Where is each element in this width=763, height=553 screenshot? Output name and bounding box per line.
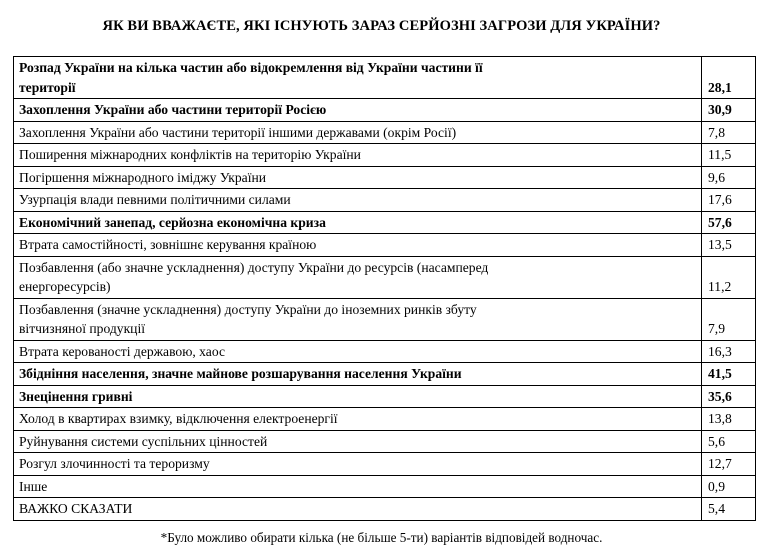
threat-percent-cell: 35,6 [702,385,756,408]
table-row [14,430,756,453]
threat-label-line: Узурпація влади певними політичними силами [19,192,291,207]
threat-percent-cell: 11,2 [702,256,756,298]
threat-label-cell [14,144,702,167]
threat-label-line: вітчизняної продукції [19,321,146,336]
threat-label-cell [14,498,702,521]
table-row [14,498,756,521]
threat-label-line: енергоресурсів) [19,279,111,294]
threat-label-line: Позбавлення (значне ускладнення) доступу України до іноземних ринків збуту [19,301,477,317]
threat-percent-cell: 13,8 [702,408,756,431]
threat-label-line: території [19,79,76,95]
threat-label-cell [14,430,702,453]
threat-label-cell [14,385,702,408]
threat-label-line: ВАЖКО СКАЗАТИ [19,501,133,516]
table-row [14,121,756,144]
threat-percent-cell: 11,5 [702,144,756,167]
threat-percent-cell: 16,3 [702,340,756,363]
threat-label-cell [14,475,702,498]
threat-label-cell [14,57,702,99]
threat-label-cell [14,99,702,122]
threat-label-line: Захоплення України або частини території іншими державами (окрім Росії) [19,124,457,140]
threat-label-line: Знецінення гривні [19,388,133,404]
threat-label-line: Поширення міжнародних конфліктів на територію України [19,147,361,162]
threat-percent-cell: 17,6 [702,189,756,212]
threat-label-cell [14,256,702,298]
survey-results-table [13,56,756,521]
threat-label-cell [14,408,702,431]
table-row [14,475,756,498]
threat-label-line: Розгул злочинності та тероризму [19,456,210,471]
threat-label-line: Позбавлення (або значне ускладнення) доступу України до ресурсів (насамперед [19,259,489,275]
threat-label-line: Погіршення міжнародного іміджу України [19,169,267,185]
footnote-text: *Було можливо обирати кілька (не більше 5-ти) варіантів відповідей водночас. [160,530,603,545]
table-row [14,408,756,431]
threat-percent-cell: 41,5 [702,363,756,386]
threat-label-cell [14,189,702,212]
threat-label-cell [14,298,702,340]
threat-label-cell [14,234,702,257]
table-row [14,453,756,476]
threat-label-cell [14,363,702,386]
results-table-body [14,57,756,521]
table-row [14,256,756,298]
table-row [14,99,756,122]
threat-label-line: Збідніння населення, значне майнове розшарування населення України [19,366,462,381]
table-row [14,144,756,167]
threat-percent-cell: 13,5 [702,234,756,257]
threat-label-line: Економічний занепад, серйозна економічна криза [19,214,326,230]
threat-percent-cell: 0,9 [702,475,756,498]
threat-percent-cell: 7,8 [702,121,756,144]
table-row [14,166,756,189]
threat-label-line: Розпад України на кілька частин або відокремлення від України частини її [19,60,483,75]
threat-percent-cell: 28,1 [702,57,756,99]
table-row [14,211,756,234]
threat-label-line: Холод в квартирах взимку, відключення електроенергії [19,411,338,426]
threat-label-line: Руйнування системи суспільних цінностей [19,433,268,449]
results-table-container [13,56,755,521]
threat-percent-cell: 7,9 [702,298,756,340]
threat-label-cell [14,453,702,476]
threat-percent-cell: 57,6 [702,211,756,234]
threat-label-line: Втрата керованості державою, хаос [19,343,225,359]
table-row [14,57,756,99]
threat-label-line: Інше [19,478,48,494]
threat-percent-cell: 5,4 [702,498,756,521]
threat-label-cell [14,340,702,363]
threat-percent-cell: 30,9 [702,99,756,122]
table-row [14,385,756,408]
threat-percent-cell: 9,6 [702,166,756,189]
threat-label-line: Втрата самостійності, зовнішнє керування країною [19,237,317,252]
threat-percent-cell: 12,7 [702,453,756,476]
table-row [14,298,756,340]
threat-label-cell [14,166,702,189]
threat-label-cell [14,121,702,144]
threat-label-cell [14,211,702,234]
table-row [14,363,756,386]
threat-label-line: Захоплення України або частини території Росією [19,102,327,117]
table-row [14,340,756,363]
threat-percent-cell: 5,6 [702,430,756,453]
table-row [14,189,756,212]
page-title: ЯК ВИ ВВАЖАЄТЕ, ЯКІ ІСНУЮТЬ ЗАРАЗ СЕРЙОЗНІ ЗАГРОЗИ ДЛЯ УКРАЇНИ? [102,18,661,34]
table-row [14,234,756,257]
